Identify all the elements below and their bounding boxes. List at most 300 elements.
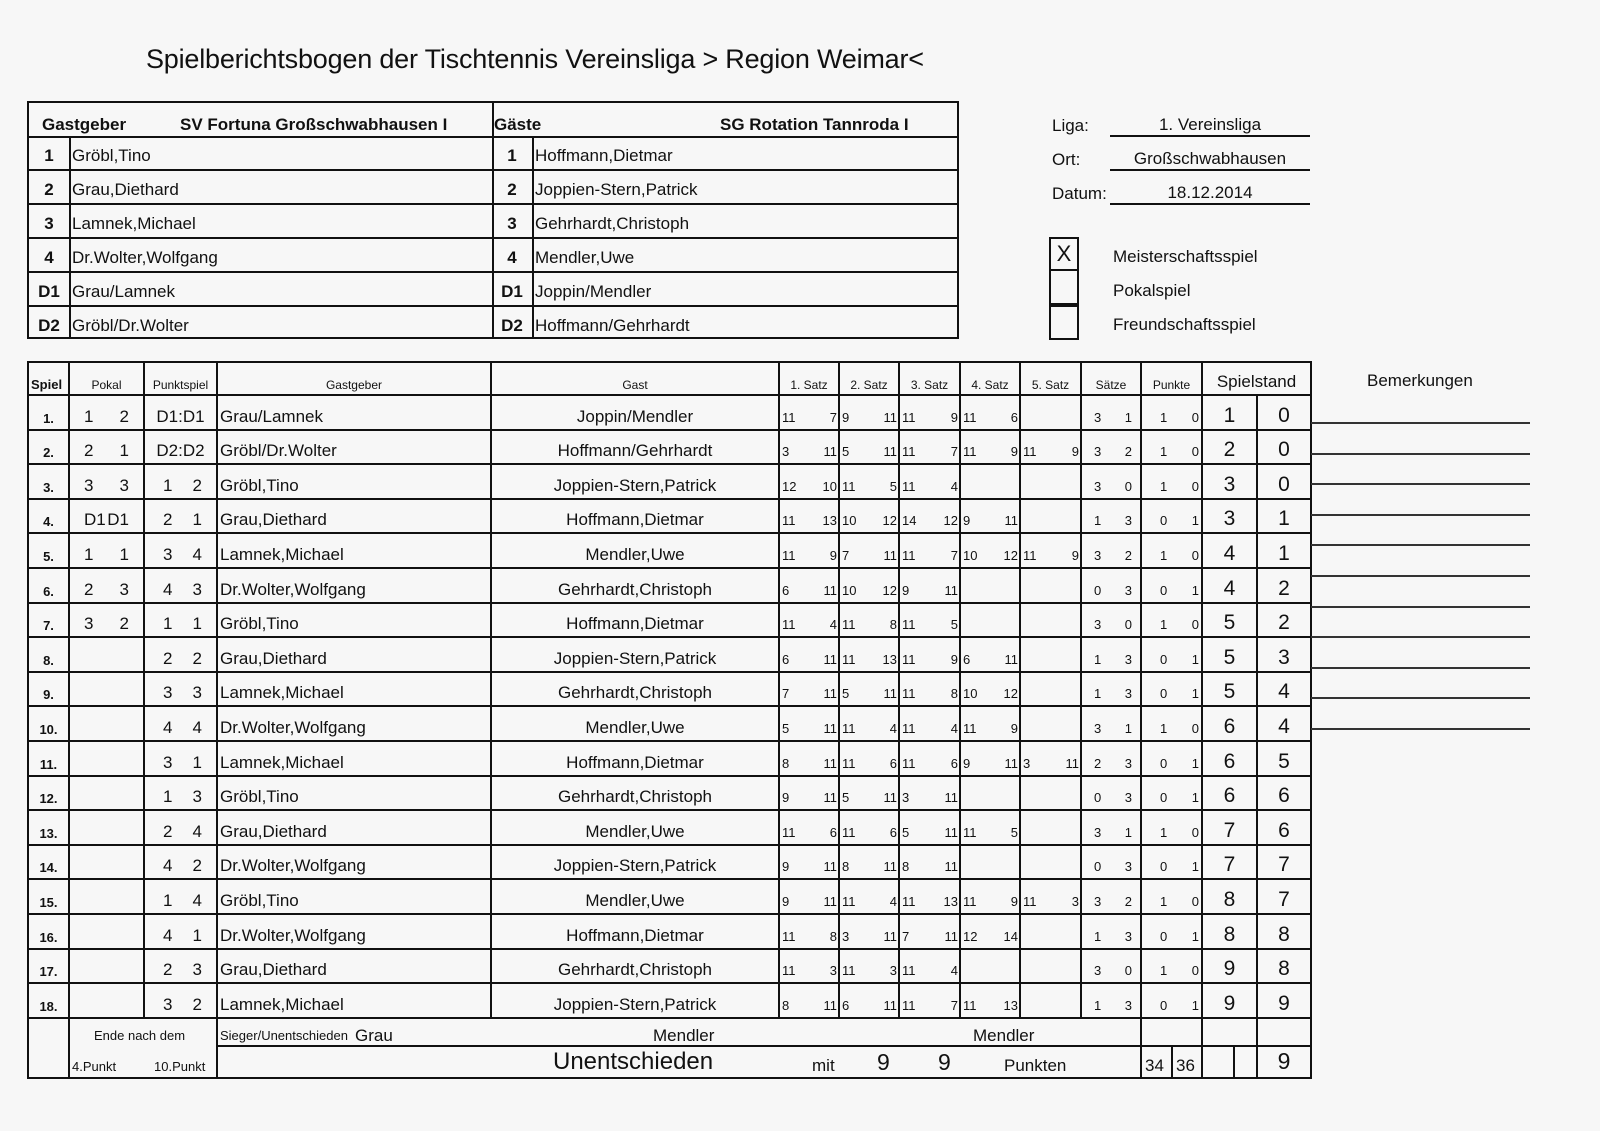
footer-empty: [28, 1018, 69, 1078]
satz-score-right: 5: [889, 478, 897, 494]
guest-player-cell[interactable]: Mendler,Uwe: [491, 533, 779, 568]
game-row: [28, 672, 1311, 707]
guest-player-cell[interactable]: Gehrhardt,Christoph: [491, 568, 779, 603]
punktspiel-pair-right: 4: [192, 890, 202, 910]
host-player-cell[interactable]: Lamnek,Michael: [217, 533, 491, 568]
satz-score-right: 12: [882, 582, 897, 598]
satz-3-cell[interactable]: [899, 395, 960, 430]
guest-player-cell[interactable]: Hoffmann,Dietmar: [491, 741, 779, 776]
satz-1-cell[interactable]: [779, 603, 839, 638]
game-number: 9.: [28, 672, 69, 707]
saetze-cell: [1081, 637, 1141, 672]
host-player-cell[interactable]: Grau,Diethard: [217, 810, 491, 845]
satz-2-cell[interactable]: [839, 810, 899, 845]
saetze-pair-left: 1: [1094, 928, 1102, 944]
punktspiel-pair-right: 3: [192, 787, 202, 807]
host-player-cell[interactable]: Lamnek,Michael: [217, 672, 491, 707]
col-satz3: 3. Satz: [899, 362, 960, 395]
satz-4-cell[interactable]: [960, 672, 1020, 707]
datum-field[interactable]: 18.12.2014: [1110, 183, 1310, 205]
satz-2-cell[interactable]: [839, 776, 899, 811]
punkte-cell: [1141, 603, 1202, 638]
game-row: [28, 464, 1311, 499]
satz-score: [900, 617, 959, 632]
satz-score-right: 11: [883, 547, 897, 563]
satz-2-cell[interactable]: [839, 499, 899, 534]
satz-score: [780, 513, 838, 528]
host-player-cell[interactable]: Grau,Diethard: [217, 949, 491, 984]
satz-3-cell[interactable]: [899, 949, 960, 984]
satz-2-cell[interactable]: [839, 430, 899, 465]
satz-score: [1021, 548, 1080, 563]
pokal-pair-left: 3: [84, 614, 94, 634]
satz-1-cell[interactable]: [779, 637, 839, 672]
satz-score: [900, 929, 959, 944]
satz-score: [780, 929, 838, 944]
host-player-cell[interactable]: Dr.Wolter,Wolfgang: [217, 845, 491, 880]
host-player-cell[interactable]: Lamnek,Michael: [217, 741, 491, 776]
satz-score: [840, 929, 898, 944]
host-player-cell[interactable]: Grau,Diethard: [217, 499, 491, 534]
satz-4-cell[interactable]: [960, 499, 1020, 534]
satz-2-cell[interactable]: [839, 983, 899, 1018]
satz-4-cell[interactable]: [960, 430, 1020, 465]
game-row: [28, 845, 1311, 880]
remark-line[interactable]: [1311, 514, 1530, 516]
stand-host: 6: [1202, 706, 1257, 741]
col-punkte: Punkte: [1141, 362, 1202, 395]
punktspiel-pair: [145, 891, 216, 911]
stand-guest: 5: [1257, 741, 1311, 776]
player-name[interactable]: Grau/Lamnek: [72, 282, 175, 301]
satz-score: [780, 963, 838, 978]
host-player-cell[interactable]: Gröbl,Tino: [217, 603, 491, 638]
satz-5-cell[interactable]: [1020, 706, 1081, 741]
guest-player-cell[interactable]: Mendler,Uwe: [491, 810, 779, 845]
guest-player-cell[interactable]: Joppien-Stern,Patrick: [491, 464, 779, 499]
host-player-cell[interactable]: Dr.Wolter,Wolfgang: [217, 706, 491, 741]
punkt10-label: 10.Punkt: [154, 1058, 206, 1074]
satz-1-cell[interactable]: [779, 949, 839, 984]
satz-2-cell[interactable]: [839, 672, 899, 707]
host-player-cell[interactable]: Lamnek,Michael: [217, 983, 491, 1018]
satz-1-cell[interactable]: [779, 741, 839, 776]
satz-score: [840, 479, 898, 494]
pokal-pair: [70, 510, 143, 530]
satz-score-left: 11: [902, 893, 916, 909]
host-player-cell[interactable]: Dr.Wolter,Wolfgang: [217, 568, 491, 603]
satz-3-cell[interactable]: [899, 845, 960, 880]
satz-score: [840, 721, 898, 736]
guest-player-cell[interactable]: Hoffmann,Dietmar: [491, 914, 779, 949]
host-player-cell[interactable]: Gröbl/Dr.Wolter: [217, 430, 491, 465]
satz-score: [1021, 444, 1080, 459]
host-team-name: SV Fortuna Großschwabhausen I: [180, 115, 448, 134]
remark-line[interactable]: [1311, 667, 1530, 669]
satz-5-cell[interactable]: [1020, 879, 1081, 914]
guest-player-cell[interactable]: Gehrhardt,Christoph: [491, 672, 779, 707]
satz-2-cell[interactable]: [839, 637, 899, 672]
punktspiel-pair-left: 3: [163, 544, 173, 564]
saetze-pair-left: 3: [1094, 547, 1102, 563]
satz-score-left: 11: [842, 824, 856, 840]
saetze-pair: [1082, 444, 1140, 459]
punktspiel-pair-right: 4: [192, 544, 202, 564]
remark-line[interactable]: [1311, 575, 1530, 577]
satz-2-cell[interactable]: [839, 914, 899, 949]
satz-3-cell[interactable]: [899, 568, 960, 603]
punktspiel-pair-right: 1: [192, 752, 202, 772]
satz-4-cell[interactable]: [960, 776, 1020, 811]
guest-player-cell[interactable]: Mendler,Uwe: [491, 706, 779, 741]
satz-4-cell[interactable]: [960, 637, 1020, 672]
satz-3-cell[interactable]: [899, 776, 960, 811]
satz-score-left: 11: [902, 444, 916, 460]
satz-1-cell[interactable]: [779, 914, 839, 949]
guest-player-cell[interactable]: Joppien-Stern,Patrick: [491, 845, 779, 880]
guest-player-cell[interactable]: Mendler,Uwe: [491, 879, 779, 914]
satz-3-cell[interactable]: [899, 637, 960, 672]
player-name[interactable]: Dr.Wolter,Wolfgang: [72, 248, 218, 267]
host-team-header: [29, 103, 492, 138]
satz-2-cell[interactable]: [839, 845, 899, 880]
satz-3-cell[interactable]: [899, 879, 960, 914]
punktspiel-pair: [145, 753, 216, 773]
satz-3-cell[interactable]: [899, 672, 960, 707]
satz-score-left: 11: [782, 928, 796, 944]
satz-1-cell[interactable]: [779, 533, 839, 568]
satz-score-right: 3: [829, 963, 837, 979]
saetze-pair-right: 2: [1124, 893, 1132, 909]
remark-line[interactable]: [1311, 606, 1530, 608]
satz-5-cell[interactable]: [1020, 983, 1081, 1018]
player-name[interactable]: Hoffmann/Gehrhardt: [535, 316, 690, 335]
satz-4-cell[interactable]: [960, 603, 1020, 638]
satz-1-cell[interactable]: [779, 395, 839, 430]
guest-player-cell[interactable]: Hoffmann,Dietmar: [491, 499, 779, 534]
punkte-pair-left: 0: [1160, 755, 1168, 771]
satz-3-cell[interactable]: [899, 464, 960, 499]
punktspiel-cell: [144, 672, 217, 707]
saetze-pair: [1082, 721, 1140, 736]
remark-line[interactable]: [1311, 453, 1530, 455]
satz-score-left: 3: [842, 928, 850, 944]
stand-host: 5: [1202, 637, 1257, 672]
satz-5-cell[interactable]: [1020, 741, 1081, 776]
punkte-pair-right: 0: [1191, 409, 1199, 425]
result-text[interactable]: Unentschieden: [553, 1047, 714, 1075]
punktspiel-pair-left: 2: [163, 510, 173, 530]
punkte-cell: [1141, 499, 1202, 534]
satz-2-cell[interactable]: [839, 464, 899, 499]
satz-score: [961, 513, 1019, 528]
punkte-pair-left: 1: [1160, 824, 1168, 840]
player-name[interactable]: Gehrhardt,Christoph: [535, 214, 690, 233]
satz-3-cell[interactable]: [899, 914, 960, 949]
satz-4-cell[interactable]: [960, 464, 1020, 499]
saetze-cell: [1081, 533, 1141, 568]
player-name[interactable]: Joppien-Stern,Patrick: [535, 180, 698, 199]
liga-label: Liga:: [1052, 116, 1089, 135]
pokal-pair-left: 2: [84, 441, 94, 461]
guest-player-cell[interactable]: Joppien-Stern,Patrick: [491, 983, 779, 1018]
satz-1-cell[interactable]: [779, 499, 839, 534]
satz-4-cell[interactable]: [960, 395, 1020, 430]
punktspiel-pair-right: 1: [192, 510, 202, 530]
stand-host: 6: [1202, 776, 1257, 811]
satz-1-cell[interactable]: [779, 568, 839, 603]
satz-5-cell[interactable]: [1020, 395, 1081, 430]
saetze-pair-right: 3: [1124, 859, 1132, 875]
satz-2-cell[interactable]: [839, 533, 899, 568]
player-name[interactable]: Mendler,Uwe: [535, 248, 635, 267]
satz-score: [840, 410, 898, 425]
satz-4-cell[interactable]: [960, 568, 1020, 603]
host-player-cell[interactable]: Gröbl,Tino: [217, 776, 491, 811]
satz-score-left: 11: [963, 720, 977, 736]
host-player-cell[interactable]: Gröbl,Tino: [217, 879, 491, 914]
punkte-cell: [1141, 464, 1202, 499]
col-spielstand: Spielstand: [1202, 362, 1311, 395]
satz-1-cell[interactable]: [779, 706, 839, 741]
punkte-pair: [1142, 617, 1201, 632]
punktspiel-pair-left: 1: [163, 614, 173, 634]
satz-score: [840, 686, 898, 701]
satz-5-cell[interactable]: [1020, 776, 1081, 811]
pokal-pair: [70, 476, 143, 496]
player-name[interactable]: Gröbl,Tino: [72, 146, 151, 165]
satz-3-cell[interactable]: [899, 603, 960, 638]
host-label: Gastgeber: [42, 115, 127, 134]
satz-3-cell[interactable]: [899, 706, 960, 741]
guest-player-cell[interactable]: Joppin/Mendler: [491, 395, 779, 430]
satz-2-cell[interactable]: [839, 879, 899, 914]
satz-5-cell[interactable]: [1020, 499, 1081, 534]
satz-score: [961, 721, 1019, 736]
satz-4-cell[interactable]: [960, 879, 1020, 914]
player-name[interactable]: Hoffmann,Dietmar: [535, 146, 673, 165]
satz-score-right: 9: [1010, 720, 1018, 736]
satz-5-cell[interactable]: [1020, 672, 1081, 707]
satz-4-cell[interactable]: [960, 983, 1020, 1018]
game-number: 7.: [28, 603, 69, 638]
meisterschaft-checkbox[interactable]: X: [1049, 237, 1079, 271]
player-name[interactable]: Grau,Diethard: [72, 180, 179, 199]
saetze-cell: [1081, 741, 1141, 776]
signature-line: [216, 1045, 1310, 1047]
stand-guest: 6: [1257, 776, 1311, 811]
guest-player-cell[interactable]: Hoffmann/Gehrhardt: [491, 430, 779, 465]
satz-1-cell[interactable]: [779, 879, 839, 914]
player-name[interactable]: Lamnek,Michael: [72, 214, 196, 233]
satz-score-left: 11: [842, 651, 856, 667]
satz-5-cell[interactable]: [1020, 949, 1081, 984]
saetze-pair-right: 3: [1124, 755, 1132, 771]
saetze-pair-left: 1: [1094, 513, 1102, 529]
saetze-cell: [1081, 672, 1141, 707]
punkte-pair-left: 1: [1160, 617, 1168, 633]
satz-5-cell[interactable]: [1020, 430, 1081, 465]
stand-host: 7: [1202, 845, 1257, 880]
satz-5-cell[interactable]: [1020, 533, 1081, 568]
pokal-cell: [69, 395, 144, 430]
satz-score: [780, 652, 838, 667]
satz-score: [780, 617, 838, 632]
pokal-cell: [69, 776, 144, 811]
satz-5-cell[interactable]: [1020, 810, 1081, 845]
guest-team-name: SG Rotation Tannroda I: [720, 115, 909, 134]
saetze-pair-right: 2: [1124, 444, 1132, 460]
remark-line[interactable]: [1311, 636, 1530, 638]
satz-score: [961, 929, 1019, 944]
satz-4-cell[interactable]: [960, 914, 1020, 949]
satz-1-cell[interactable]: [779, 845, 839, 880]
satz-5-cell[interactable]: [1020, 464, 1081, 499]
satz-score-left: 11: [782, 963, 796, 979]
punkte-cell: [1141, 879, 1202, 914]
saetze-pair: [1082, 548, 1140, 563]
punktspiel-cell: [144, 464, 217, 499]
satz-score: [840, 513, 898, 528]
satz-2-cell[interactable]: [839, 568, 899, 603]
remark-line[interactable]: [1311, 544, 1530, 546]
satz-1-cell[interactable]: [779, 672, 839, 707]
remark-line[interactable]: [1311, 697, 1530, 699]
punkte-pair: [1142, 652, 1201, 667]
punkte-cell: [1141, 568, 1202, 603]
satz-score-left: 11: [963, 893, 977, 909]
remark-line[interactable]: [1311, 483, 1530, 485]
pokal-pair-left: 2: [84, 579, 94, 599]
satz-4-cell[interactable]: [960, 706, 1020, 741]
punkte-pair: [1142, 410, 1201, 425]
satz-3-cell[interactable]: [899, 741, 960, 776]
satz-score-right: 7: [950, 547, 958, 563]
guest-player-cell[interactable]: Joppien-Stern,Patrick: [491, 637, 779, 672]
liga-field[interactable]: 1. Vereinsliga: [1110, 115, 1310, 137]
game-row: [28, 603, 1311, 638]
pokal-pair-right: 3: [119, 579, 129, 599]
satz-3-cell[interactable]: [899, 430, 960, 465]
remark-line[interactable]: [1311, 422, 1530, 424]
punktspiel-cell: [144, 949, 217, 984]
punktspiel-pair-left: 3: [163, 752, 173, 772]
satz-score: [780, 548, 838, 563]
satz-2-cell[interactable]: [839, 603, 899, 638]
datum-label: Datum:: [1052, 184, 1107, 203]
satz-2-cell[interactable]: [839, 706, 899, 741]
punkte-pair-right: 0: [1191, 617, 1199, 633]
satz-5-cell[interactable]: [1020, 845, 1081, 880]
satz-5-cell[interactable]: [1020, 568, 1081, 603]
satz-score: [780, 998, 838, 1013]
pokal-pair-right: D1: [107, 510, 129, 530]
satz-score-right: 11: [944, 859, 958, 875]
guest-player-cell[interactable]: Hoffmann,Dietmar: [491, 603, 779, 638]
satz-2-cell[interactable]: [839, 741, 899, 776]
satz-1-cell[interactable]: [779, 983, 839, 1018]
freundschaft-checkbox[interactable]: [1049, 305, 1079, 340]
punkten-label: Punkten: [1004, 1055, 1067, 1075]
stand-host: 7: [1202, 810, 1257, 845]
game-number: 12.: [28, 776, 69, 811]
punkte-pair: [1142, 929, 1201, 944]
host-player-cell[interactable]: Grau,Diethard: [217, 637, 491, 672]
satz-5-cell[interactable]: [1020, 603, 1081, 638]
satz-4-cell[interactable]: [960, 741, 1020, 776]
satz-score-right: 3: [889, 963, 897, 979]
satz-score: [961, 652, 1019, 667]
remark-line[interactable]: [1311, 728, 1530, 730]
satz-3-cell[interactable]: [899, 983, 960, 1018]
satz-score-left: 5: [902, 824, 910, 840]
satz-3-cell[interactable]: [899, 810, 960, 845]
satz-4-cell[interactable]: [960, 533, 1020, 568]
satz-4-cell[interactable]: [960, 845, 1020, 880]
satz-1-cell[interactable]: [779, 430, 839, 465]
satz-4-cell[interactable]: [960, 949, 1020, 984]
punkte-pair-left: 1: [1160, 720, 1168, 736]
satz-4-cell[interactable]: [960, 810, 1020, 845]
satz-1-cell[interactable]: [779, 464, 839, 499]
saetze-pair-right: 1: [1124, 824, 1132, 840]
satz-score: [961, 686, 1019, 701]
player-name[interactable]: Gröbl/Dr.Wolter: [72, 316, 189, 335]
punktspiel-pair-right: 2: [192, 856, 202, 876]
satz-score: [840, 790, 898, 805]
pokal-pair-left: D1: [84, 510, 106, 530]
host-double-row: [29, 272, 492, 307]
satz-score-left: 11: [782, 409, 796, 425]
satz-3-cell[interactable]: [899, 499, 960, 534]
guest-player-cell[interactable]: Gehrhardt,Christoph: [491, 949, 779, 984]
satz-score: [840, 548, 898, 563]
satz-3-cell[interactable]: [899, 533, 960, 568]
satz-score-left: 7: [842, 547, 850, 563]
satz-score-left: 11: [902, 997, 916, 1013]
punktspiel-pair-left: 2: [163, 821, 173, 841]
host-player-cell[interactable]: Grau/Lamnek: [217, 395, 491, 430]
satz-score-right: 11: [1065, 755, 1079, 771]
ort-field[interactable]: Großschwabhausen: [1110, 149, 1310, 171]
satz-score-left: 10: [842, 513, 857, 529]
player-name[interactable]: Joppin/Mendler: [535, 282, 652, 301]
satz-5-cell[interactable]: [1020, 637, 1081, 672]
satz-score-right: 11: [823, 997, 837, 1013]
host-player-cell[interactable]: Dr.Wolter,Wolfgang: [217, 914, 491, 949]
guest-player-row: [492, 238, 957, 273]
satz-score-right: 4: [950, 963, 958, 979]
satz-1-cell[interactable]: [779, 776, 839, 811]
stand-guest: 1: [1257, 499, 1311, 534]
guest-player-cell[interactable]: Gehrhardt,Christoph: [491, 776, 779, 811]
signature-host: Grau: [355, 1026, 393, 1045]
satz-2-cell[interactable]: [839, 395, 899, 430]
punkte-pair-right: 1: [1191, 755, 1199, 771]
freundschaft-label: Freundschaftsspiel: [1113, 315, 1256, 334]
saetze-pair-right: 3: [1124, 790, 1132, 806]
satz-1-cell[interactable]: [779, 810, 839, 845]
saetze-cell: [1081, 914, 1141, 949]
satz-score: [961, 825, 1019, 840]
host-player-cell[interactable]: Gröbl,Tino: [217, 464, 491, 499]
pokal-checkbox[interactable]: [1049, 271, 1079, 305]
saetze-cell: [1081, 776, 1141, 811]
satz-5-cell[interactable]: [1020, 914, 1081, 949]
satz-score: [1021, 756, 1080, 771]
satz-2-cell[interactable]: [839, 949, 899, 984]
satz-score: [780, 583, 838, 598]
